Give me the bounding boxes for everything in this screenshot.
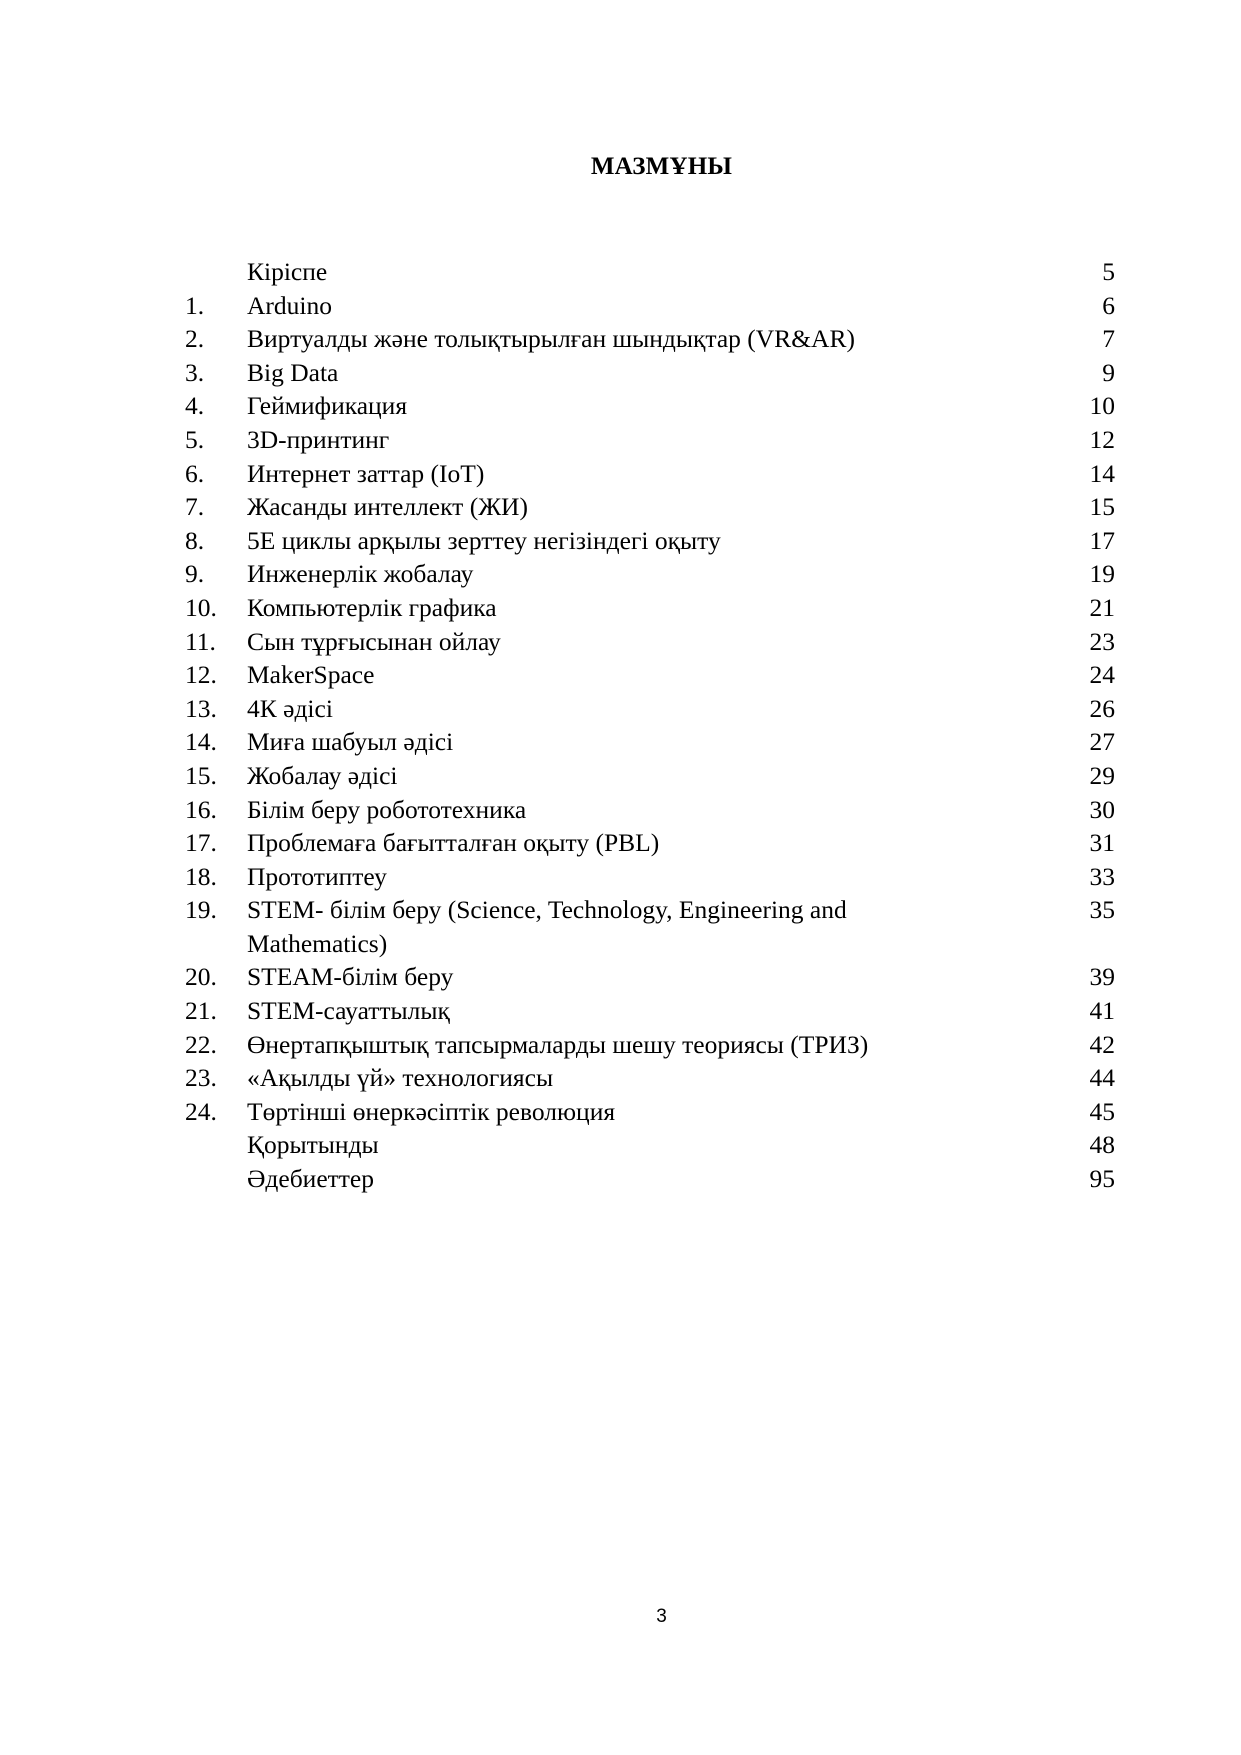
toc-entry-number: 6.	[185, 458, 205, 488]
toc-entry-number: 17.	[185, 828, 217, 858]
toc-entry-title: STEAM-білім беру	[247, 962, 454, 992]
toc-entry[interactable]	[185, 423, 1115, 457]
toc-entry-title: Миға шабуыл әдісі	[247, 727, 454, 757]
toc-entry-page: 6	[1102, 290, 1115, 320]
toc-entry-page: 26	[1089, 693, 1115, 723]
toc-entry-page: 19	[1089, 559, 1115, 589]
toc-entry-title: Виртуалды және толықтырылған шындықтар (VR&AR)	[247, 324, 855, 354]
toc-entry-number: 8.	[185, 525, 205, 555]
toc-entry-number: 15.	[185, 760, 217, 790]
toc-entry[interactable]	[185, 490, 1115, 524]
toc-entry-page: 12	[1089, 424, 1115, 454]
toc-entry-title: STEM-сауаттылық	[247, 996, 450, 1026]
toc-entry-title: MakerSpace	[247, 660, 375, 690]
toc-entry-number: 19.	[185, 895, 217, 925]
page-number: 3	[656, 1606, 667, 1627]
toc-entry-title: Жобалау әдісі	[247, 760, 398, 790]
toc-entry-page: 14	[1089, 458, 1115, 488]
toc-entry-number: 18.	[185, 861, 217, 891]
toc-entry-number: 21.	[185, 996, 217, 1026]
toc-entry[interactable]	[185, 322, 1115, 356]
toc-entry-number: 10.	[185, 592, 217, 622]
toc-entry-number: 14.	[185, 727, 217, 757]
toc-entry-page: 9	[1102, 357, 1115, 387]
toc-entry-number: 12.	[185, 660, 217, 690]
toc-entry-title: Білім беру робототехника	[247, 794, 527, 824]
toc-entry[interactable]	[185, 960, 1115, 994]
toc-entry-number: 9.	[185, 559, 205, 589]
table-of-contents	[185, 255, 1115, 1196]
toc-entry-title: «Ақылды үй» технологиясы	[247, 1063, 554, 1093]
toc-entry[interactable]	[185, 457, 1115, 491]
toc-entry-page: 39	[1089, 962, 1115, 992]
toc-entry-number: 2.	[185, 324, 205, 354]
toc-entry-page: 33	[1089, 861, 1115, 891]
toc-entry-page: 15	[1089, 492, 1115, 522]
toc-entry-number: 20.	[185, 962, 217, 992]
toc-entry[interactable]	[185, 725, 1115, 759]
toc-entry-title: Интернет заттар (IoT)	[247, 458, 485, 488]
toc-entry[interactable]	[185, 255, 1115, 289]
toc-entry[interactable]	[185, 994, 1115, 1028]
toc-entry[interactable]	[185, 591, 1115, 625]
toc-entry[interactable]	[185, 524, 1115, 558]
toc-entry[interactable]	[185, 289, 1115, 323]
toc-entry-page: 95	[1089, 1164, 1115, 1194]
toc-entry-title: Төртінші өнеркәсіптік революция	[247, 1096, 616, 1126]
toc-entry[interactable]	[185, 389, 1115, 423]
toc-entry[interactable]	[185, 1162, 1115, 1196]
page-title: МАЗМҰНЫ	[590, 153, 733, 180]
toc-entry-number: 16.	[185, 794, 217, 824]
toc-entry-page: 5	[1102, 257, 1115, 286]
toc-entry-title: Әдебиеттер	[247, 1164, 375, 1194]
toc-entry-page: 48	[1089, 1130, 1115, 1160]
toc-entry[interactable]	[185, 1095, 1115, 1129]
toc-entry[interactable]	[185, 557, 1115, 591]
toc-entry-title: 5Е циклы арқылы зерттеу негізіндегі оқыту	[247, 525, 721, 555]
toc-entry-page: 23	[1089, 626, 1115, 656]
toc-entry-page: 29	[1089, 760, 1115, 790]
toc-entry-title: Arduino	[247, 290, 332, 320]
toc-entry-title: Кіріспе	[247, 257, 328, 286]
toc-entry-number: 22.	[185, 1029, 217, 1059]
toc-entry-page: 30	[1089, 794, 1115, 824]
toc-entry-number: 5.	[185, 424, 205, 454]
toc-entry-number: 3.	[185, 357, 205, 387]
toc-entry-page: 7	[1102, 324, 1115, 354]
toc-entry-number: 4.	[185, 391, 205, 421]
toc-entry-page: 41	[1089, 996, 1115, 1026]
toc-entry-page: 10	[1089, 391, 1115, 421]
toc-entry-title: STEM- білім беру (Science, Technology, Engineering and Mathematics)	[247, 895, 847, 958]
toc-entry-page: 21	[1089, 592, 1115, 622]
toc-entry-number: 1.	[185, 290, 205, 320]
toc-entry[interactable]	[185, 692, 1115, 726]
toc-entry-title: 3D-принтинг	[247, 424, 390, 454]
toc-entry[interactable]	[185, 625, 1115, 659]
toc-entry[interactable]	[185, 860, 1115, 894]
toc-entry-title: Өнертапқыштық тапсырмаларды шешу теориясы (ТРИЗ)	[247, 1029, 869, 1059]
toc-entry-title: Big Data	[247, 357, 339, 387]
toc-entry[interactable]	[185, 658, 1115, 692]
toc-entry-title: Проблемаға бағытталған оқыту (PBL)	[247, 828, 660, 858]
toc-entry-page: 24	[1089, 660, 1115, 690]
toc-entry-title: Геймификация	[247, 391, 408, 421]
toc-entry[interactable]	[185, 1028, 1115, 1062]
toc-entry-title: 4К әдісі	[247, 693, 333, 723]
toc-entry-title: Инженерлік жобалау	[247, 559, 474, 589]
toc-entry[interactable]	[185, 759, 1115, 793]
toc-entry[interactable]	[185, 826, 1115, 860]
toc-entry-number: 11.	[185, 626, 216, 656]
toc-entry[interactable]	[185, 1061, 1115, 1095]
toc-entry-page: 42	[1089, 1029, 1115, 1059]
toc-entry-title: Қорытынды	[247, 1130, 379, 1160]
toc-entry[interactable]	[185, 1128, 1115, 1162]
toc-entry-number: 24.	[185, 1096, 217, 1126]
toc-entry-page: 17	[1089, 525, 1115, 555]
toc-entry-title: Жасанды интеллект (ЖИ)	[247, 492, 528, 522]
toc-entry-number: 13.	[185, 693, 217, 723]
toc-entry[interactable]	[185, 356, 1115, 390]
toc-entry-page: 44	[1089, 1063, 1115, 1093]
toc-entry[interactable]	[185, 893, 1115, 960]
toc-entry-page: 31	[1089, 828, 1115, 858]
toc-entry[interactable]	[185, 793, 1115, 827]
toc-entry-title: Компьютерлік графика	[247, 592, 497, 622]
toc-entry-page: 27	[1089, 727, 1115, 757]
toc-entry-title: Сын тұрғысынан ойлау	[247, 626, 501, 656]
toc-entry-page: 45	[1089, 1096, 1115, 1126]
toc-entry-number: 7.	[185, 492, 205, 522]
toc-entry-title: Прототиптеу	[247, 861, 387, 891]
toc-entry-number: 23.	[185, 1063, 217, 1093]
toc-entry-page: 35	[1089, 895, 1115, 925]
